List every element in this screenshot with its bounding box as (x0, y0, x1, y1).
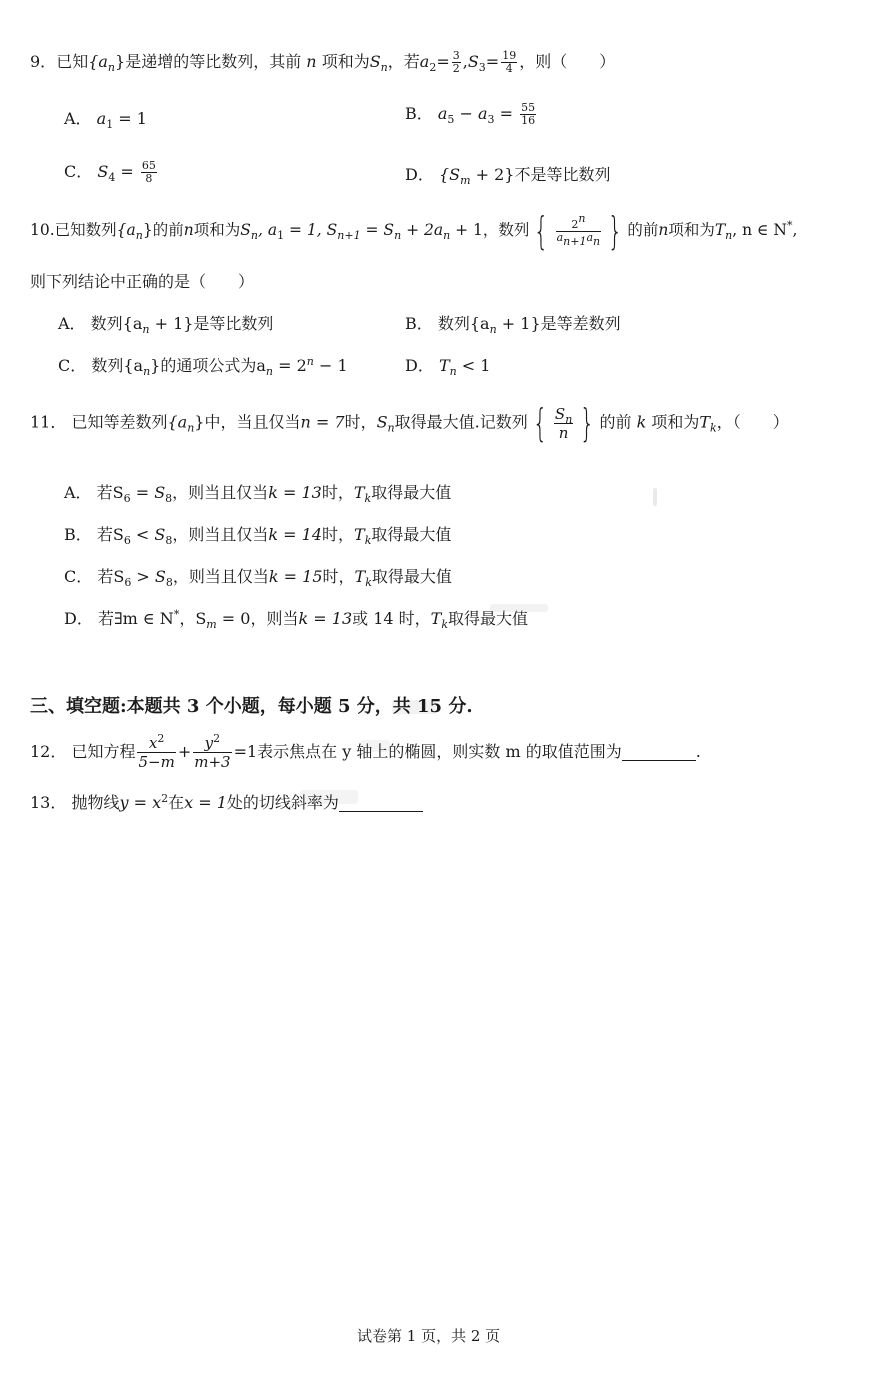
scan-mark (653, 488, 657, 506)
question-11-option-c: C． 若$S_6 > S_8$，则当且仅当k = 15时，$T_k$取得最大值 (64, 567, 452, 589)
question-9-option-b: B． $a_5 - a_3$ = $\frac{55}{16}$ (405, 101, 536, 127)
question-9-stem: 9．已知$\{a_n\}$是递增的等比数列，其前 n 项和为$S_n$，若$a_2=$ $\frac{3}{2}$ $,S_3=$ $\frac{19}{4}$ ，则（ ） (30, 49, 616, 75)
scan-mark (490, 604, 548, 612)
section-3-title: 三、填空题:本题共 3 个小题，每小题 5 分，共 15 分. (30, 696, 473, 717)
question-10-option-d: D． $T_n < 1$ (405, 356, 491, 378)
question-11-option-b: B． 若$S_6 < S_8$，则当且仅当k = 14时，$T_k$取得最大值 (64, 525, 452, 547)
question-9-option-a: A． $a_1 = 1$ (64, 109, 147, 131)
question-12: 12． 已知方程 $\frac{x^2}{5-m}$ + $\frac{y^2}{m+3}$ =1表示焦点在 y 轴上的椭圆，则实数 m 的取值范围为 . (30, 732, 701, 771)
question-10-stem-line1: 10.已知数列$\{a_n\}$的前n项和为$S_n$, $a_1 = 1$, $S_{n+1} = S_n + 2a_n + 1$，数列 { $\frac{2^n}{a_{n+1}a_n}$ } 的前n项和为$T_n$, n ∈ N*, (30, 209, 798, 253)
question-10-option-a: A． 数列$\{a_n + 1\}$是等比数列 (58, 314, 274, 336)
page-footer: 试卷第 1 页，共 2 页 (357, 1327, 501, 1345)
question-9-option-c: C． $S_4$ = $\frac{65}{8}$ (64, 159, 156, 185)
answer-blank-13[interactable] (339, 795, 423, 812)
question-9-option-d: D． $\{S_m + 2\}$不是等比数列 (405, 165, 611, 187)
question-13: 13． 抛物线$y = x^2$在x = 1处的切线斜率为 (30, 792, 423, 814)
question-10-stem-line2: 则下列结论中正确的是（ ） (30, 272, 255, 291)
question-11-option-a: A． 若$S_6 = S_8$，则当且仅当k = 13时，$T_k$取得最大值 (64, 483, 452, 505)
question-10-option-c: C． 数列$\{a_n\}$的通项公式为$a_n = 2^n - 1$ (58, 355, 348, 378)
question-11-option-d: D． 若∃m ∈ N*，$S_m = 0$，则当k = 13或 14 时，$T_k$取得最大值 (64, 608, 529, 631)
answer-blank-12[interactable] (622, 744, 696, 761)
question-11-stem: 11． 已知等差数列$\{a_n\}$中，当且仅当n = 7时，$S_n$取得最大值.记数列 { $\frac{S_n}{n}$ } 的前 k 项和为$T_k$，（ ） (30, 401, 789, 445)
question-10-option-b: B． 数列$\{a_n + 1\}$是等差数列 (405, 314, 621, 336)
